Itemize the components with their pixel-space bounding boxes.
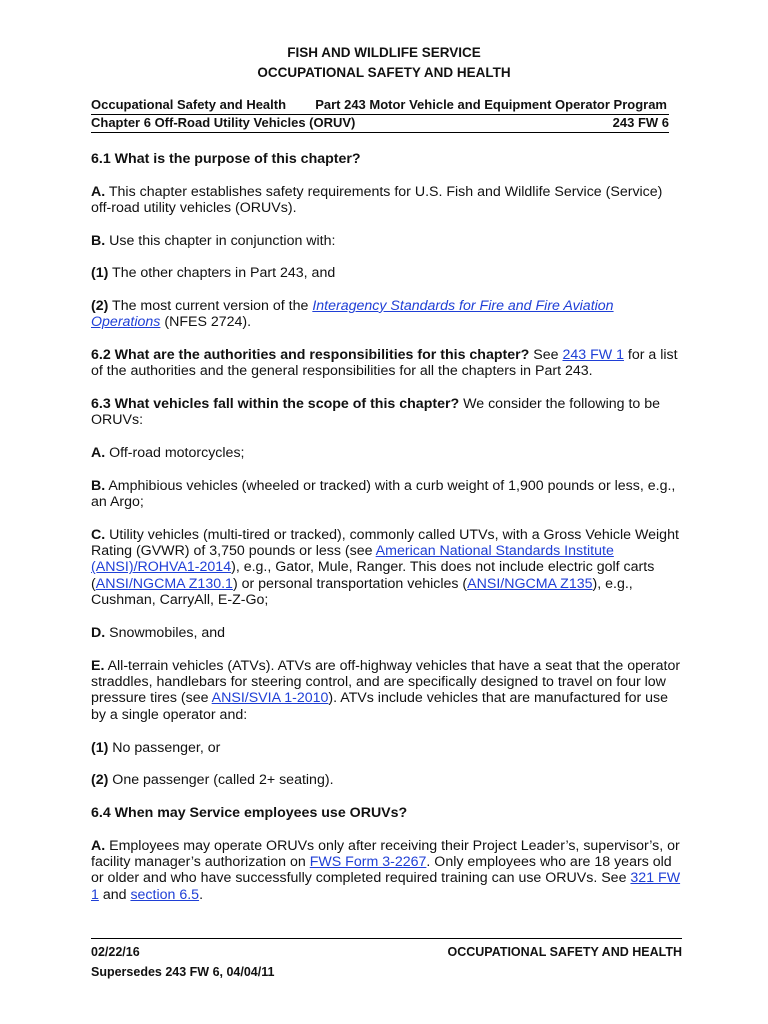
paragraph-6-3-a <box>91 445 681 461</box>
text: We consider the following to be ORUVs: <box>91 396 661 429</box>
paragraph-6-3-e2 <box>91 772 681 788</box>
series-title: OCCUPATIONAL SAFETY AND HEALTH <box>257 65 511 80</box>
text: ), e.g., Cushman, CarryAll, E-Z-Go; <box>91 575 633 608</box>
paragraph-6-3-e <box>91 658 681 723</box>
text: The other chapters in Part 243, and <box>108 265 336 281</box>
footer-supersedes: Supersedes 243 FW 6, 04/04/11 <box>91 965 275 979</box>
link-ansi-ngcma-z135[interactable]: ANSI/NGCMA Z135 <box>467 575 593 592</box>
text: See <box>529 347 563 363</box>
text: ). ATVs include vehicles that are manufactured for use by a single operator and: <box>91 690 669 723</box>
text: One passenger (called 2+ seating). <box>108 772 334 788</box>
text: . Only employees who are 18 years old or older and who have successfully completed required training can use ORUVs. See <box>91 854 672 887</box>
link-ansi-rohva[interactable]: American National Standards Institute (ANSI)/ROHVA1-2014 <box>91 543 614 576</box>
text: ) or personal transportation vehicles ( <box>232 575 468 592</box>
paragraph-6-1-b2 <box>91 298 681 330</box>
link-ansi-svia[interactable]: ANSI/SVIA 1-2010 <box>211 690 329 707</box>
footer-supersedes-row <box>91 965 682 979</box>
paragraph-6-3-d <box>91 625 681 641</box>
text: (NFES 2724). <box>160 314 252 331</box>
header-row-1 <box>91 97 669 115</box>
section-6-4-heading: 6.4 When may Service employees use ORUVs? <box>91 805 408 821</box>
paragraph-6-4-a <box>91 838 681 903</box>
text: All-terrain vehicles (ATVs). ATVs are off-highway vehicles that have a seat that the operator straddles, handlebars for steering control, and are specifically designed to travel on four low pressure tires (see <box>91 658 681 707</box>
label: (2) <box>91 772 109 788</box>
footer-series: OCCUPATIONAL SAFETY AND HEALTH <box>447 945 682 959</box>
link-interagency-standards[interactable]: Interagency Standards for Fire and Fire Aviation Operations <box>91 298 614 331</box>
link-243-fw-1[interactable]: 243 FW 1 <box>562 347 624 363</box>
text: and <box>98 886 131 903</box>
label: A. <box>91 445 106 461</box>
paragraph-6-1-b <box>91 233 681 249</box>
text: This chapter establishes safety requirements for U.S. Fish and Wildlife Service (Service) off-road utility vehicles (ORUVs). <box>91 184 663 217</box>
link-ansi-ngcma-z130[interactable]: ANSI/NGCMA Z130.1 <box>95 575 233 592</box>
text: Amphibious vehicles (wheeled or tracked) with a curb weight of 1,900 pounds or less, e.g., an Argo; <box>91 478 676 511</box>
text: Snowmobiles, and <box>105 625 226 641</box>
label: E. <box>91 658 105 674</box>
text: ), e.g., Gator, Mule, Ranger. This does not include electric golf carts ( <box>91 559 655 592</box>
header-part: Part 243 Motor Vehicle and Equipment Operator Program <box>315 97 667 112</box>
link-321-fw-1[interactable]: 321 FW 1 <box>91 870 681 903</box>
section-6-3 <box>91 396 681 428</box>
label: (1) <box>91 265 109 281</box>
label: A. <box>91 184 106 200</box>
paragraph-6-1-b1 <box>91 265 681 281</box>
agency-title: FISH AND WILDLIFE SERVICE <box>287 45 481 60</box>
paragraph-6-3-c <box>91 527 681 608</box>
text: Employees may operate ORUVs only after receiving their Project Leader’s, supervisor’s, or facility manager’s authorization on <box>91 838 680 871</box>
header-series: Occupational Safety and Health <box>91 97 287 112</box>
text: Off-road motorcycles; <box>105 445 245 461</box>
paragraph-6-1-a <box>91 184 681 216</box>
section-6-2-heading: 6.2 What are the authorities and responsibilities for this chapter? <box>91 347 530 363</box>
label: B. <box>91 233 106 249</box>
footer-date: 02/22/16 <box>91 945 140 959</box>
paragraph-6-3-e1 <box>91 740 681 756</box>
header-row-2 <box>91 115 669 133</box>
label: B. <box>91 478 106 494</box>
link-fws-form-3-2267[interactable]: FWS Form 3-2267 <box>309 854 427 871</box>
section-6-1-heading: 6.1 What is the purpose of this chapter? <box>91 151 361 167</box>
text: The most current version of the <box>108 298 313 314</box>
header-chapter-code: 243 FW 6 <box>612 115 669 130</box>
footer-row <box>91 945 682 959</box>
paragraph-6-3-b <box>91 478 681 510</box>
text: Use this chapter in conjunction with: <box>105 233 336 249</box>
section-6-2 <box>91 347 681 379</box>
text: for a list of the authorities and the general responsibilities for all the chapters in Part 243. <box>91 347 678 380</box>
footer-divider <box>91 938 682 939</box>
label: C. <box>91 527 106 543</box>
text: Utility vehicles (multi-tired or tracked), commonly called UTVs, with a Gross Vehicle Weight Rating (GVWR) of 3,750 pounds or less (see <box>91 527 679 560</box>
text: No passenger, or <box>108 740 221 756</box>
header-chapter: Chapter 6 Off-Road Utility Vehicles (ORUV) <box>91 115 356 130</box>
label: D. <box>91 625 106 641</box>
text: . <box>199 886 204 903</box>
label: A. <box>91 838 106 854</box>
label: (1) <box>91 740 109 756</box>
link-section-6-5[interactable]: section 6.5 <box>130 886 200 903</box>
label: (2) <box>91 298 109 314</box>
section-6-3-heading: 6.3 What vehicles fall within the scope of this chapter? <box>91 396 460 412</box>
